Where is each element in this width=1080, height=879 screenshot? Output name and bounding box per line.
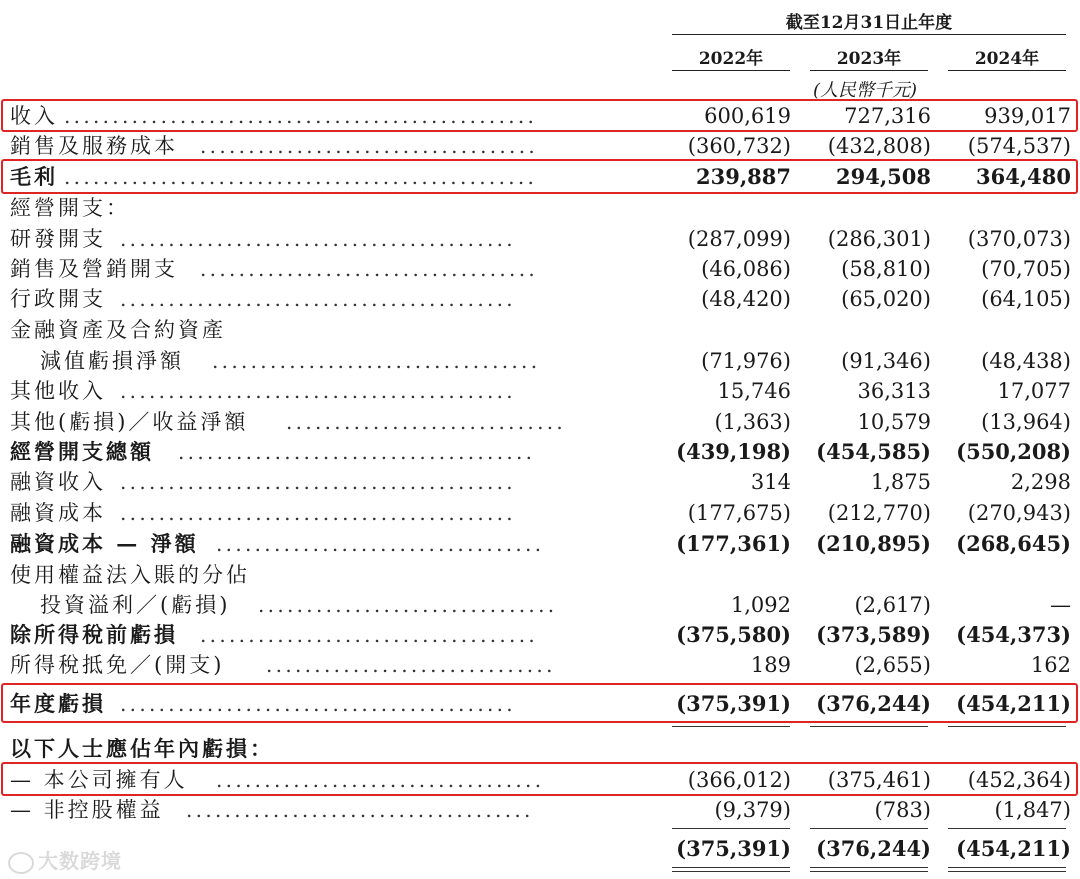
year-2022-heading: 2022年	[698, 49, 764, 69]
value-2023: (58,810)	[841, 257, 931, 281]
value-2023: (373,589)	[816, 622, 931, 647]
value-2024: (454,211)	[956, 836, 1071, 861]
leader-dots: ..................................	[216, 532, 545, 556]
value-2022: (71,976)	[701, 349, 791, 373]
watermark	[8, 845, 122, 874]
value-2022: (1,363)	[714, 410, 791, 434]
leader-dots: ...............................	[258, 593, 558, 617]
highlight-box-revenue	[1, 99, 1078, 132]
value-2023: (2,617)	[854, 593, 931, 617]
value-2022: 189	[750, 653, 791, 677]
value-2024: (270,943)	[967, 501, 1071, 525]
row-label: 所得稅抵免／(開支)	[10, 653, 225, 677]
value-2023: 727,316	[844, 104, 931, 128]
value-2023: 10,579	[857, 410, 931, 434]
value-2023: (375,461)	[827, 768, 931, 792]
value-2022: 239,887	[696, 164, 791, 189]
leader-dots: .........................................	[120, 470, 516, 494]
attrib-underline-2024	[948, 828, 1066, 829]
value-2023: (212,770)	[827, 501, 931, 525]
row-label: 以下人士應佔年內虧損：	[10, 736, 274, 761]
year-2023-heading: 2023年	[836, 49, 902, 69]
value-2022: 314	[750, 470, 791, 494]
value-2022: 15,746	[717, 379, 791, 403]
leader-dots: ...................................	[200, 134, 539, 158]
value-2024: —	[1050, 593, 1071, 617]
row-label: — 非控股權益	[10, 798, 164, 822]
row-label: 其他(虧損)／收益淨額	[10, 410, 249, 434]
value-2024: (1,847)	[994, 798, 1071, 822]
unit-label: (人民幣千元)	[812, 80, 918, 101]
row-loss-before-tax	[0, 620, 1080, 650]
value-2023: 294,508	[836, 164, 931, 189]
value-2024: (70,705)	[981, 257, 1071, 281]
leader-dots: ...................................	[200, 623, 539, 647]
row-finance-costs-net	[0, 529, 1080, 559]
value-2024: (64,105)	[981, 287, 1071, 311]
value-2024: 364,480	[976, 164, 1071, 189]
leader-dots: .........................................	[120, 379, 516, 403]
value-2023: (2,655)	[854, 653, 931, 677]
period-heading: 截至12月31日止年度	[785, 13, 953, 33]
value-2023: (454,585)	[816, 439, 931, 464]
attrib-underline-2022	[672, 828, 790, 829]
value-2022: (439,198)	[676, 439, 791, 464]
value-2024: (574,537)	[967, 134, 1071, 158]
row-attributable-total	[0, 834, 1080, 864]
value-2024: 2,298	[1010, 470, 1071, 494]
value-2024: 939,017	[984, 104, 1071, 128]
row-operating-expenses-heading	[0, 193, 1080, 223]
row-investment-profit-loss	[0, 590, 1080, 620]
value-2023: (783)	[874, 798, 931, 822]
row-label: 行政開支	[10, 287, 106, 311]
attrib-double-underline-2022	[672, 867, 790, 872]
value-2024: (452,364)	[967, 768, 1071, 792]
value-2024: (550,208)	[956, 439, 1071, 464]
row-label: 研發開支	[10, 227, 106, 251]
value-2023: 1,875	[870, 470, 931, 494]
highlight-box-gross-profit	[1, 159, 1078, 194]
value-2022: 600,619	[704, 104, 791, 128]
leader-dots: ..................................	[216, 768, 545, 792]
year-2024-underline	[948, 70, 1066, 71]
value-2023: (432,808)	[827, 134, 931, 158]
row-other-gains-losses	[0, 407, 1080, 437]
leader-dots: ....................................	[186, 798, 534, 822]
value-2022: (46,086)	[701, 257, 791, 281]
value-2022: (366,012)	[687, 768, 791, 792]
value-2022: 1,092	[730, 593, 791, 617]
leader-dots: ..................................	[212, 349, 541, 373]
row-label: 融資成本 — 淨額	[10, 531, 199, 556]
row-finance-income	[0, 467, 1080, 497]
row-label: 投資溢利／(虧損)	[40, 593, 231, 617]
leader-dots: .....................................	[178, 440, 536, 464]
row-equity-method-heading	[0, 560, 1080, 590]
attrib-double-underline-2024	[948, 867, 1066, 872]
row-cost-of-sales	[0, 131, 1080, 161]
value-2022: (375,391)	[676, 691, 791, 716]
leader-dots: .........................................	[120, 692, 516, 716]
row-other-income	[0, 376, 1080, 406]
row-label: 經營開支：	[10, 196, 130, 220]
leader-dots: .........................................	[120, 227, 516, 251]
row-label: 使用權益法入賬的分佔	[10, 563, 250, 587]
year-2024-heading: 2024年	[974, 49, 1040, 69]
value-2023: (65,020)	[841, 287, 931, 311]
row-selling-expenses	[0, 254, 1080, 284]
leader-dots: .................................................	[64, 165, 538, 189]
value-2022: (375,580)	[676, 622, 791, 647]
value-2024: 162	[1030, 653, 1071, 677]
value-2024: (370,073)	[967, 227, 1071, 251]
value-2023: (376,244)	[816, 836, 931, 861]
highlight-box-owners	[1, 762, 1078, 796]
attrib-double-underline-2023	[810, 867, 928, 872]
attrib-underline-2023	[810, 828, 928, 829]
row-impairment-losses	[0, 346, 1080, 376]
row-label: 毛利	[10, 164, 58, 189]
value-2023: (286,301)	[827, 227, 931, 251]
row-label: 除所得稅前虧損	[10, 622, 178, 647]
value-2022: (375,391)	[676, 836, 791, 861]
year-2022-underline	[672, 70, 790, 71]
leader-dots: .............................	[286, 410, 567, 434]
row-total-operating-expenses	[0, 437, 1080, 467]
value-2022: (177,361)	[676, 531, 791, 556]
value-2024: (454,373)	[956, 622, 1071, 647]
value-2022: (287,099)	[687, 227, 791, 251]
value-2023: (210,895)	[816, 531, 931, 556]
value-2024: (13,964)	[981, 410, 1071, 434]
leader-dots: ...................................	[200, 257, 539, 281]
row-label: 收入	[10, 104, 58, 128]
value-2022: (360,732)	[687, 134, 791, 158]
value-2022: (9,379)	[714, 798, 791, 822]
row-attributable-heading	[0, 734, 1080, 764]
row-label: 其他收入	[10, 379, 106, 403]
value-2023: 36,313	[857, 379, 931, 403]
row-label: 經營開支總額	[10, 439, 154, 464]
row-admin-expenses	[0, 284, 1080, 314]
value-2022: (48,420)	[701, 287, 791, 311]
row-impairment-heading	[0, 315, 1080, 345]
row-label: 年度虧損	[10, 691, 106, 716]
watermark-text: 大数跨境	[38, 849, 122, 873]
year-2023-underline	[810, 70, 928, 71]
highlight-box-loss-for-year	[1, 683, 1078, 723]
row-label: 融資成本	[10, 501, 106, 525]
row-non-controlling-interests	[0, 795, 1080, 825]
row-label: 融資收入	[10, 470, 106, 494]
row-income-tax	[0, 650, 1080, 680]
row-label: 減值虧損淨額	[40, 349, 184, 373]
row-label: 金融資產及合約資產	[10, 318, 226, 342]
value-2022: (177,675)	[687, 501, 791, 525]
value-2023: (91,346)	[841, 349, 931, 373]
row-label: 銷售及營銷開支	[10, 257, 178, 281]
value-2024: (48,438)	[981, 349, 1071, 373]
value-2024: (454,211)	[956, 691, 1071, 716]
leader-dots: ..............................	[266, 653, 556, 677]
row-finance-costs	[0, 498, 1080, 528]
row-rd-expenses	[0, 224, 1080, 254]
leader-dots: .........................................	[120, 287, 516, 311]
value-2024: 17,077	[997, 379, 1071, 403]
period-underline	[672, 34, 1066, 35]
watermark-logo-icon	[8, 852, 34, 874]
leader-dots: .................................................	[64, 104, 538, 128]
row-label: — 本公司擁有人	[10, 768, 188, 792]
value-2023: (376,244)	[816, 691, 931, 716]
row-label: 銷售及服務成本	[10, 134, 178, 158]
value-2024: (268,645)	[956, 531, 1071, 556]
leader-dots: .........................................	[120, 501, 516, 525]
